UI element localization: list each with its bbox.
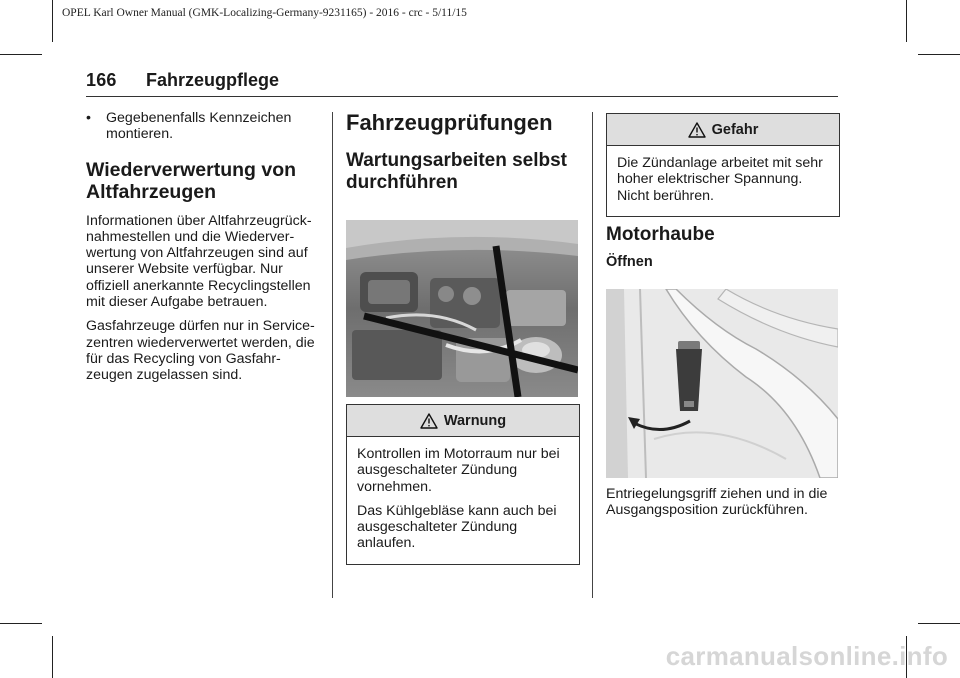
crop-mark-top-left-v	[52, 0, 53, 42]
subheading-maintenance: Wartungsarbeiten selbst durchführen	[346, 150, 568, 193]
bonnet-release-image	[606, 289, 838, 478]
engine-bay-image	[346, 220, 578, 397]
bonnet-caption: Entriegelungsgriff ziehen und in die Ausgangsposition zurückführen.	[606, 486, 828, 519]
section-heading-bonnet: Motorhaube	[606, 224, 715, 245]
crop-mark-bottom-left-h	[0, 623, 42, 624]
danger-box	[606, 113, 840, 217]
running-header: OPEL Karl Owner Manual (GMK-Localizing-Germany-9231165) - 2016 - crc - 5/11/15	[62, 7, 467, 19]
watermark: carmanualsonline.info	[665, 641, 948, 671]
warning-text-2: Das Kühlgebläse kann auch bei ausgeschalteter Zündung anlaufen.	[357, 502, 557, 552]
subheading-open: Öffnen	[606, 254, 653, 270]
warning-triangle-icon	[688, 122, 706, 138]
bullet-text: Gegebenenfalls Kennzeichen montieren.	[106, 110, 292, 143]
danger-title: Gefahr	[711, 121, 759, 138]
crop-mark-top-right-v	[906, 0, 907, 42]
crop-mark-top-right-h	[918, 54, 960, 55]
bullet-item	[86, 110, 322, 143]
crop-mark-bottom-right-h	[918, 623, 960, 624]
bullet-glyph: •	[86, 110, 91, 126]
section-heading-vehicle-checks: Fahrzeugprüfungen	[346, 110, 553, 135]
warning-box	[346, 404, 580, 565]
crop-mark-top-left-h	[0, 54, 42, 55]
page-title: Fahrzeugpflege	[146, 70, 280, 90]
crop-mark-bottom-left-v	[52, 636, 53, 678]
warning-title: Warnung	[443, 412, 507, 429]
page-number: 166	[86, 70, 117, 90]
section-heading-recycling: Wiederverwertung von Altfahrzeugen	[86, 158, 297, 203]
paragraph-recycling-info: Informationen über Altfahrzeugrück-nahmestellen und die Wiederver-wertung von Altfahrzeugen sind auf unserer Website verfügbar. Nur offiziell anerkannte Recyclingstellen mit dieser Aufgabe betrauen.	[86, 212, 312, 311]
danger-text: Die Zündanlage arbeitet mit sehr hoher elektrischer Spannung. Nicht berühren.	[617, 155, 823, 204]
header-rule	[86, 96, 838, 97]
column-divider-2	[592, 112, 593, 598]
danger-body	[607, 146, 839, 216]
warning-triangle-icon	[420, 413, 438, 429]
warning-text-1: Kontrollen im Motorraum nur bei ausgeschalteter Zündung vornehmen.	[357, 446, 560, 495]
column-divider-1	[332, 112, 333, 598]
paragraph-gas-vehicles: Gasfahrzeuge dürfen nur in Service-zentren wiederverwertet werden, die für das Recycling von Gasfahr-zeugen zugelassen sind.	[86, 318, 315, 384]
warning-header	[347, 405, 579, 437]
warning-body	[347, 437, 579, 564]
column-1	[86, 110, 322, 384]
danger-header	[607, 114, 839, 146]
